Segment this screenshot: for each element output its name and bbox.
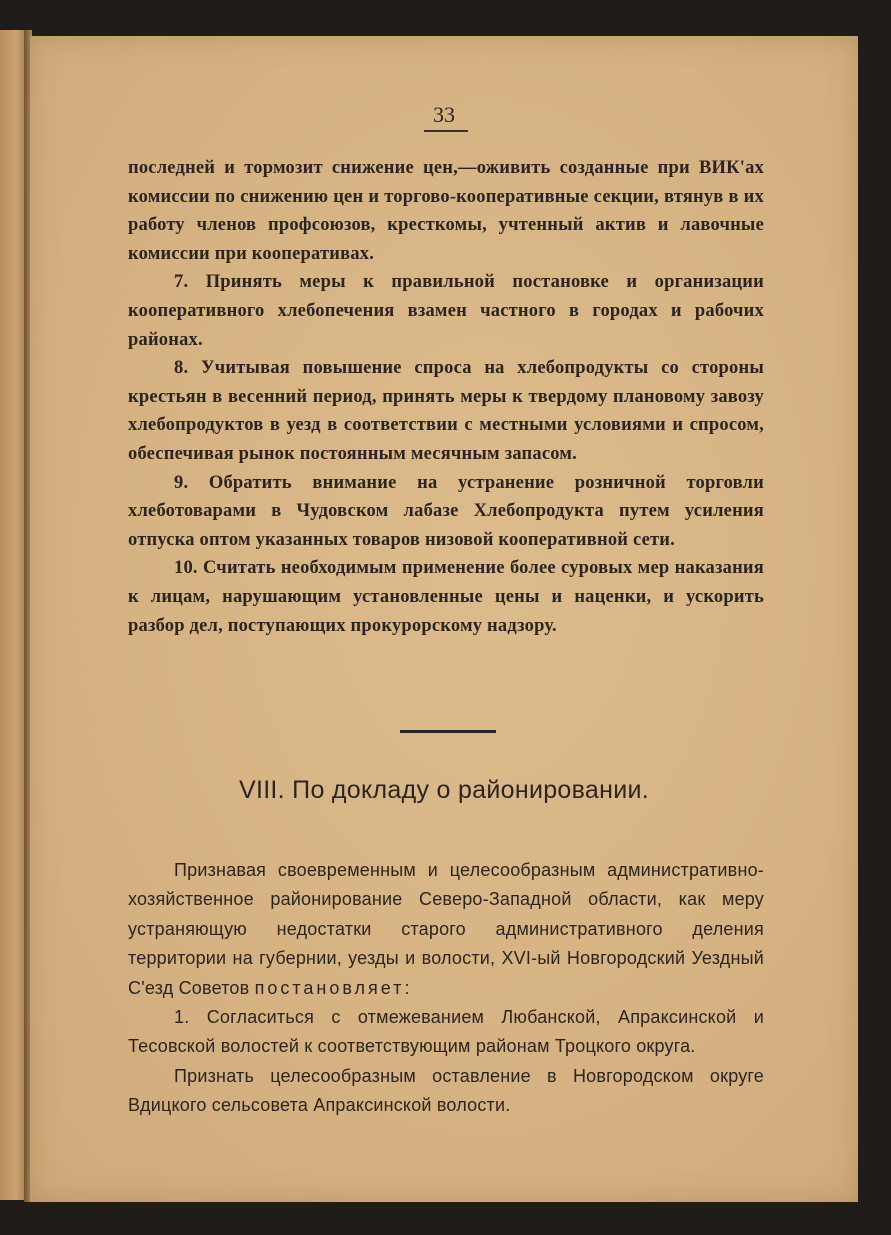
resolution-items-block	[128, 154, 764, 640]
document-page	[30, 36, 858, 1202]
page-number: 33	[433, 102, 455, 127]
intro-text: Признавая своевременным и целесообразным административно-хозяйственное районирование Северо-Западной области, как меру устраняющую недостатки старого административного деления территории на губернии, уезды и волости, XVI-ый Новгородский Уездный С'езд Советов	[128, 860, 764, 998]
paragraph-item-9: 9. Обратить внимание на устранение розничной торговли хлеботоварами в Чудовском лабазе Хлебопродукта путем усиления отпуска оптом указанных товаров низовой кооперативной сети.	[128, 472, 764, 550]
paragraph-item-8: 8. Учитывая повышение спроса на хлебопродукты со стороны крестьян в весенний период, принять меры к твердому плановому завозу хлебопродуктов в уезд в соответствии с местными условиями и спросом, обеспечивая рынок постоянным месячным запасом.	[128, 358, 764, 464]
section-heading: VIII. По докладу о районировании.	[238, 776, 650, 804]
page-number-underline	[424, 130, 468, 132]
paragraph-item-2: Признать целесообразным оставление в Новгородском округе Вдицкого сельсовета Апраксинской волости.	[128, 1065, 764, 1116]
paragraph-item-1: 1. Согласиться с отмежеванием Любанской, Апраксинской и Тесовской волостей к соответствующим районам Троцкого округа.	[128, 1007, 764, 1057]
paragraph-intro	[128, 856, 764, 1003]
districting-block	[128, 856, 764, 1121]
paragraph-continuation: последней и тормозит снижение цен,—оживить созданные при ВИК'ах комиссии по снижению цен и торгово-кооперативные секции, втянув в их работу членов профсоюзов, кресткомы, учтенный актив и лавочные комиссии при кооперативах.	[128, 158, 764, 264]
paragraph-item-10: 10. Считать необходимым применение более суровых мер наказания к лицам, нарушающим установленные цены и наценки, и ускорить разбор дел, поступающих прокурорскому надзору.	[128, 558, 764, 636]
intro-resolves: постановляет:	[254, 977, 413, 998]
section-divider	[400, 730, 496, 733]
paragraph-item-7: 7. Принять меры к правильной постановке и организации кооперативного хлебопечения взамен частного в городах и рабочих районах.	[128, 272, 764, 350]
left-page-edge	[0, 30, 26, 1200]
